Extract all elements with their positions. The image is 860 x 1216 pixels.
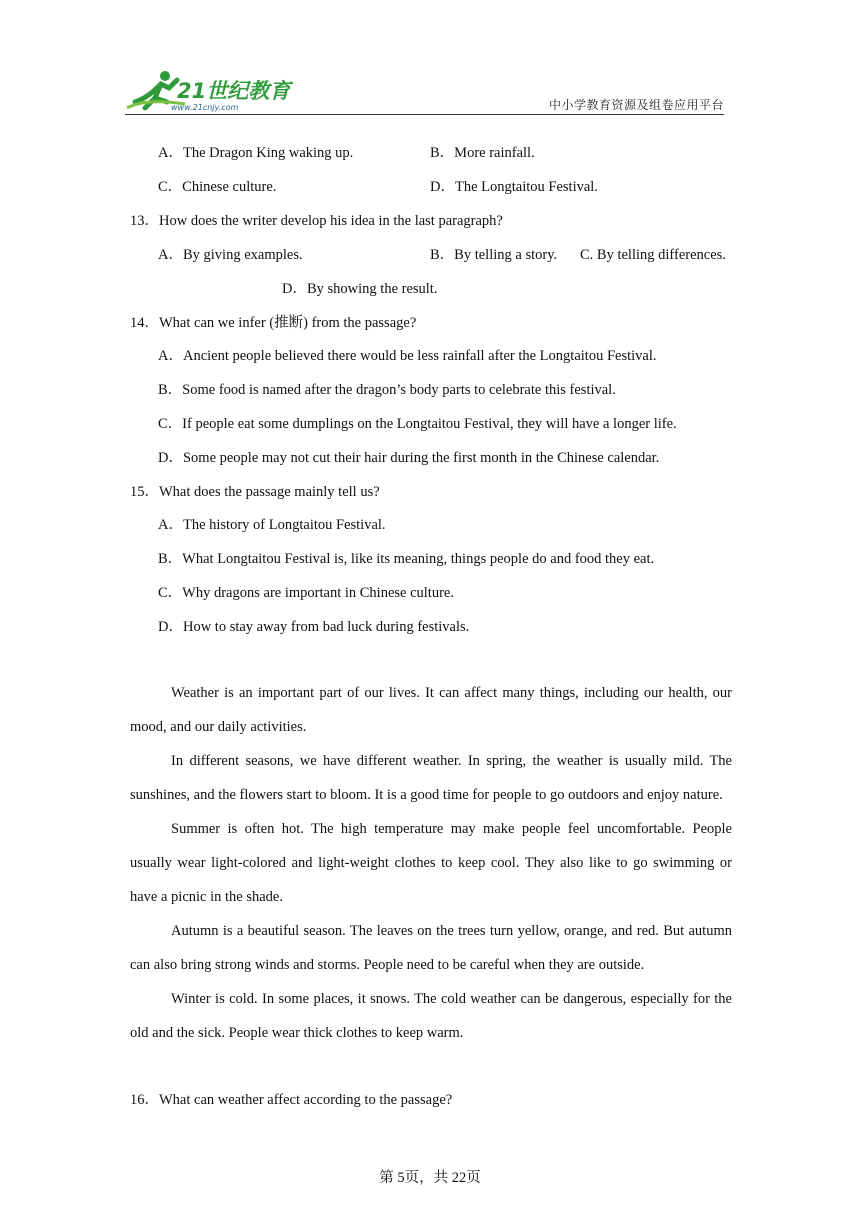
page-header [125, 68, 725, 116]
q13-option-d: D．By showing the result. [282, 281, 438, 297]
q14-question: 14．What can we infer (推断) from the passage? [130, 315, 417, 331]
q13-option-a: A．By giving examples. [158, 247, 303, 263]
passage-paragraph-4: Autumn is a beautiful season. The leaves on the trees turn yellow, orange, and red. But autumn can also bring strong winds and storms. People need to be careful when they are outside. [130, 923, 732, 973]
q13-option-c: C. By telling differences. [580, 247, 726, 263]
q15-option-d: D．How to stay away from bad luck during festivals. [158, 619, 470, 635]
q15-option-a: A．The history of Longtaitou Festival. [158, 517, 386, 533]
reading-passage [130, 676, 732, 1050]
q14-option-c: C．If people eat some dumplings on the Longtaitou Festival, they will have a longer life. [158, 416, 677, 432]
site-logo [125, 68, 295, 112]
q14-option-d: D．Some people may not cut their hair during the first month in the Chinese calendar. [158, 450, 660, 466]
q15-option-b: B．What Longtaitou Festival is, like its meaning, things people do and food they eat. [158, 551, 655, 567]
q14-option-a: A．Ancient people believed there would be less rainfall after the Longtaitou Festival. [158, 348, 657, 364]
q13-question: 13．How does the writer develop his idea in the last paragraph? [130, 213, 503, 229]
platform-name: 中小学教育资源及组卷应用平台 [548, 98, 724, 112]
q13-option-b: B．By telling a story. [430, 247, 558, 263]
q16-question: 16．What can weather affect according to the passage? [130, 1092, 453, 1108]
q15-question: 15．What does the passage mainly tell us? [130, 484, 380, 500]
q14-option-b: B．Some food is named after the dragon’s body parts to celebrate this festival. [158, 382, 616, 398]
page-number: 第 5页，共 22页 [379, 1170, 481, 1186]
q12-option-c: C．Chinese culture. [158, 179, 277, 195]
q12-option-a: A．The Dragon King waking up. [158, 145, 354, 161]
q12-option-d: D．The Longtaitou Festival. [430, 179, 598, 195]
passage-paragraph-1: Weather is an important part of our lives. It can affect many things, including our health, our mood, and our daily activities. [130, 685, 732, 735]
header-divider [125, 114, 724, 115]
passage-paragraph-3: Summer is often hot. The high temperature may make people feel uncomfortable. People usually wear light-colored and light-weight clothes to keep cool. They also like to go swimming or have a picnic in the shade. [130, 821, 732, 905]
q12-option-b: B．More rainfall. [430, 145, 535, 161]
passage-paragraph-5: Winter is cold. In some places, it snows. The cold weather can be dangerous, especially for the old and the sick. People wear thick clothes to keep warm. [130, 991, 732, 1041]
logo-url: www.21cnjy.com [171, 103, 239, 112]
passage-paragraph-2: In different seasons, we have different weather. In spring, the weather is usually mild. The sunshines, and the flowers start to bloom. It is a good time for people to go outdoors and enjoy nature. [130, 753, 732, 803]
q15-option-c: C．Why dragons are important in Chinese culture. [158, 585, 454, 601]
logo-text: 21世纪教育 [177, 79, 291, 103]
